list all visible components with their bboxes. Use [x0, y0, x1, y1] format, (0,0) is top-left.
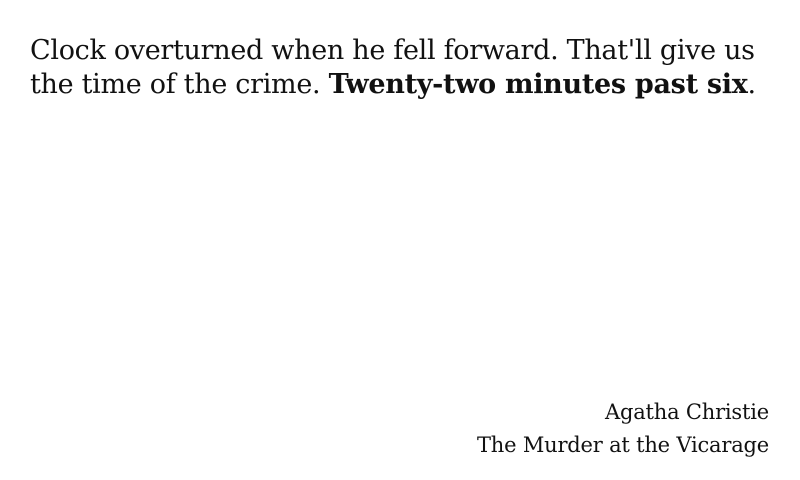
- attribution: [477, 396, 769, 462]
- quote-text-lead: Clock overturned when he fell forward. That'll give us the time of the crime.: [30, 35, 755, 100]
- author-name: Agatha Christie: [605, 400, 769, 424]
- quote-text-end: .: [747, 69, 756, 100]
- book-title: The Murder at the Vicarage: [476, 433, 769, 457]
- quote-time-highlight: Twenty-two minutes past six: [328, 69, 748, 100]
- quote-text: [30, 34, 770, 102]
